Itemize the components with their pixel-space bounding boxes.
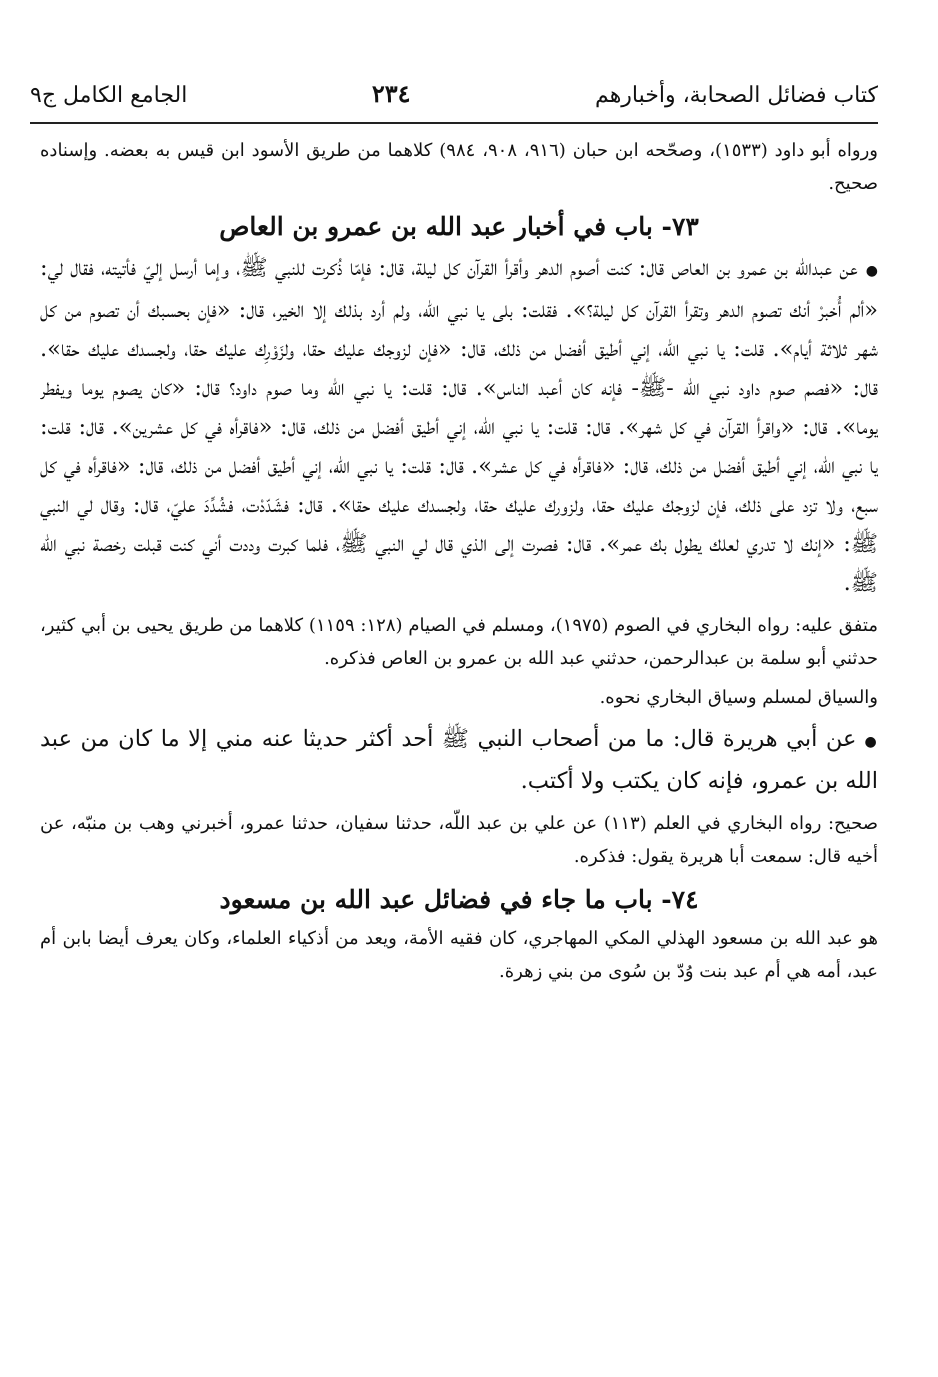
bullet-icon: ● <box>865 263 878 279</box>
hadith-paragraph <box>40 249 878 603</box>
header-chapter-title: كتاب فضائل الصحابة، وأخبارهم <box>595 83 878 108</box>
page-header <box>30 68 878 108</box>
hadith-text: عن أبي هريرة قال: ما من أصحاب النبي ﷺ أحد أكثر حديثا عنه مني إلا ما كان من عبد الله بن عمرو، فإنه كان يكتب ولا أكتب. <box>40 726 878 794</box>
page-number: ٢٣٤ <box>371 79 411 108</box>
chapter-heading: ٧٣- باب في أخبار عبد الله بن عمرو بن العاص <box>219 212 699 241</box>
hadith-paragraph <box>40 720 878 801</box>
chapter-heading: ٧٤- باب ما جاء في فضائل عبد الله بن مسعود <box>219 885 699 914</box>
header-book-title: الجامع الكامل ج٩ <box>30 83 188 108</box>
header-divider <box>30 122 878 124</box>
page-body <box>40 128 878 1357</box>
bullet-icon: ● <box>864 734 878 750</box>
footnote-paragraph: والسياق لمسلم وسياق البخاري نحوه. <box>599 687 878 708</box>
biography-paragraph: هو عبد الله بن مسعود الهذلي المكي المهاجري، كان فقيه الأمة، ويعد من أذكياء العلماء، وكان يعرف أيضا بابن أم عبد، أمه هي أم عبد بنت وُدّ بن سُوى من بني زهرة. <box>40 928 878 982</box>
footnote-paragraph: صحيح: رواه البخاري في العلم (١١٣) عن علي بن عبد اللّه، حدثنا سفيان، حدثنا عمرو، أخبرني وهب بن منبّه، عن أخيه قال: سمعت أبا هريرة يقول: فذكره. <box>40 813 878 867</box>
hadith-text: عن عبدالله بن عمرو بن العاص قال: كنت أصوم الدهر وأقرأ القرآن كل ليلة، قال: فإمّا ذُكرت للنبي ﷺ، وإما أرسل إليّ فأتيته، فقال لي: «ألم أُخبرْ أنك تصوم الدهر وتقرأ القرآن كل ليلة؟». فقلت: بلى يا نبي اللّه، ولم أرد بذلك إلا الخير، قال: «فإن بحسبك أن تصوم من كل شهر ثلاثة أيام». قلت: يا نبي اللّه، إني أطيق أفضل من ذلك، قال: «فإن لزوجك عليك حقا، ولزَوْرِك عليك حقا، ولجسدك عليك حقا». قال: «فصم صوم داود نبي الله -ﷺ- فإنه كان أعبد الناس». قال: قلت: يا نبي الله وما صوم داود؟ قال: «كان يصوم يوما ويفطر يوما». قال: «واقرأ القرآن في كل شهر». قال: قلت: يا نبي اللّه، إني أطيق أفضل من ذلك، قال: «فاقرأه في كل عشرين». قال: قلت: يا نبي اللّه، إني أطيق أفضل من ذلك، قال: «فاقرأه في كل عشر». قال: قلت: يا نبي اللّه، إني أطيق أفضل من ذلك، قال: «فاقرأه في كل سبع، ولا تزد على ذلك، فإن لزوجك عليك حقا، ولزورك عليك حقا، ولجسدك عليك حقا». قال: فشَدّدْت، فشُدِّدَ عليّ، قال: وقال لي النبي ﷺ: «إنك لا تدري لعلك يطول بك عمر». قال: فصرت إلى الذي قال لي النبي ﷺ، فلما كبرت وددت أني كنت قبلت رخصة نبي الله ﷺ. <box>40 255 878 596</box>
footnote-paragraph: متفق عليه: رواه البخاري في الصوم (١٩٧٥)، ومسلم في الصيام (١٢٨: ١١٥٩) كلاهما من طريق يحيى بن أبي كثير، حدثني أبو سلمة بن عبدالرحمن، حدثني عبد الله بن عمرو بن العاص فذكره. <box>40 615 878 669</box>
footnote-paragraph: ورواه أبو داود (١٥٣٣)، وصحّحه ابن حبان (٩١٦، ٩٠٨، ٩٨٤) كلاهما من طريق الأسود ابن قيس به بعضه. وإسناده صحيح. <box>40 140 878 194</box>
